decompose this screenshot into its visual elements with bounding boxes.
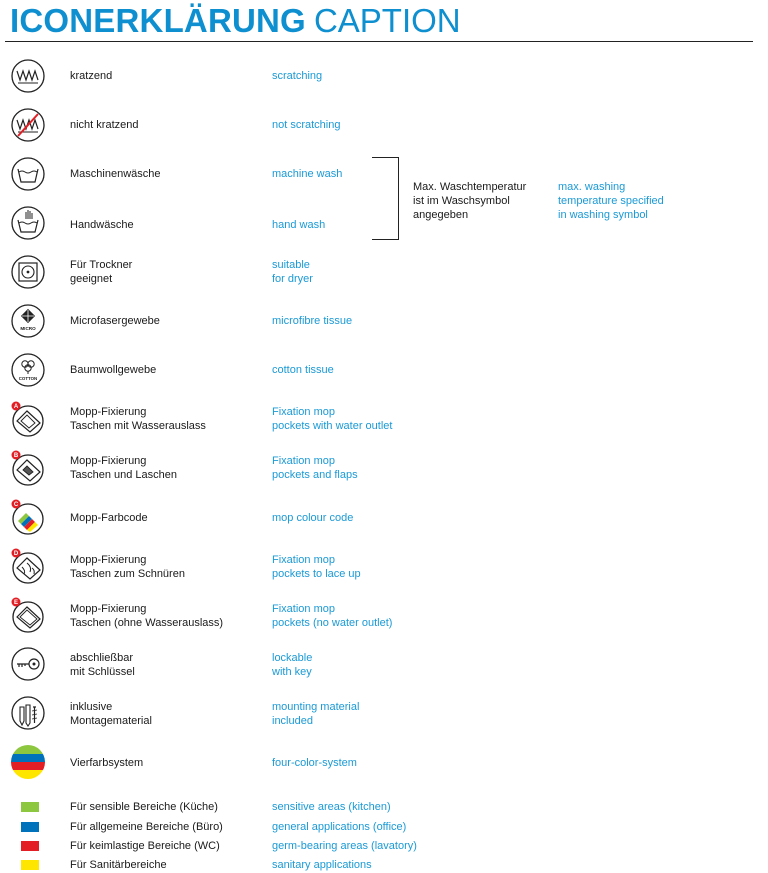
label-german: Mopp-Fixierung Taschen und Laschen [70, 455, 178, 481]
yellow-swatch [21, 860, 39, 870]
label-german: Mopp-Fixierung Taschen mit Wasserauslass [70, 406, 206, 432]
label-english: sanitary applications [272, 859, 372, 871]
title-german: ICONERKLÄRUNG [10, 2, 306, 39]
label-german: Für sensible Bereiche (Küche) [70, 801, 218, 813]
label-german: Handwäsche [70, 219, 134, 231]
label-english: four-color-system [272, 757, 357, 769]
label-german: inklusive Montagematerial [70, 701, 152, 727]
label-german: Für keimlastige Bereiche (WC) [70, 840, 220, 852]
cotton-icon [10, 352, 46, 388]
label-english: Fixation mop pockets to lace up [272, 554, 361, 580]
label-german: Baumwollgewebe [70, 364, 157, 376]
not-scratching-icon [10, 107, 46, 143]
blue-swatch [21, 822, 39, 832]
label-german: Mopp-Farbcode [70, 512, 148, 524]
cotton-badge: COTTON [18, 376, 38, 381]
label-english: machine wash [272, 168, 343, 180]
label-english: mop colour code [272, 512, 354, 524]
page-title [10, 2, 461, 42]
machine-wash-icon [10, 156, 46, 192]
red-swatch [21, 841, 39, 851]
mop-fixation-e-icon [10, 597, 46, 633]
label-english: germ-bearing areas (lavatory) [272, 840, 417, 852]
label-english: general applications (office) [272, 821, 407, 833]
label-german: Mopp-Fixierung Taschen (ohne Wasserauslass) [70, 603, 224, 629]
badge-letter: C [13, 502, 19, 508]
title-divider [5, 41, 753, 42]
label-german: Für Trockner geeignet [70, 259, 133, 285]
wash-bracket [372, 157, 399, 240]
label-german: kratzend [70, 70, 113, 82]
label-english: scratching [272, 70, 323, 82]
mop-colour-code-c-icon [10, 499, 46, 535]
label-english: sensitive areas (kitchen) [272, 801, 391, 813]
badge-letter: E [13, 600, 19, 606]
mop-fixation-b-icon [10, 450, 46, 486]
label-german: Maschinenwäsche [70, 168, 161, 180]
four-color-system-icon [10, 744, 46, 780]
label-english: mounting material included [272, 701, 360, 727]
wash-note-german: Max. Waschtemperatur ist im Waschsymbol angegeben [413, 181, 527, 221]
label-english: suitable for dryer [272, 259, 313, 285]
microfibre-icon [10, 303, 46, 339]
label-english: lockable with key [272, 652, 313, 678]
label-german: Für Sanitärbereiche [70, 859, 167, 871]
label-german: Für allgemeine Bereiche (Büro) [70, 821, 223, 833]
label-german: Microfasergewebe [70, 315, 160, 327]
label-english: hand wash [272, 219, 326, 231]
mop-fixation-a-icon [10, 401, 46, 437]
microfibre-badge: MICRO [20, 326, 36, 331]
badge-letter: A [13, 404, 19, 410]
mounting-material-icon [10, 695, 46, 731]
label-english: Fixation mop pockets (no water outlet) [272, 603, 393, 629]
title-english: CAPTION [313, 2, 461, 39]
mop-fixation-d-icon [10, 548, 46, 584]
label-english: microfibre tissue [272, 315, 353, 327]
label-english: Fixation mop pockets with water outlet [272, 406, 393, 432]
green-swatch [21, 802, 39, 812]
key-lock-icon [10, 646, 46, 682]
label-german: nicht kratzend [70, 119, 139, 131]
scratching-icon [10, 58, 46, 94]
hand-wash-icon [10, 205, 46, 241]
label-german: abschließbar mit Schlüssel [70, 652, 135, 678]
wash-note-english: max. washing temperature specified in washing symbol [558, 181, 664, 221]
label-english: not scratching [272, 119, 341, 131]
label-german: Mopp-Fixierung Taschen zum Schnüren [70, 554, 185, 580]
label-german: Vierfarbsystem [70, 757, 144, 769]
label-english: Fixation mop pockets and flaps [272, 455, 358, 481]
label-english: cotton tissue [272, 364, 334, 376]
dryer-icon [10, 254, 46, 290]
badge-letter: B [13, 453, 19, 459]
badge-letter: D [13, 551, 19, 557]
